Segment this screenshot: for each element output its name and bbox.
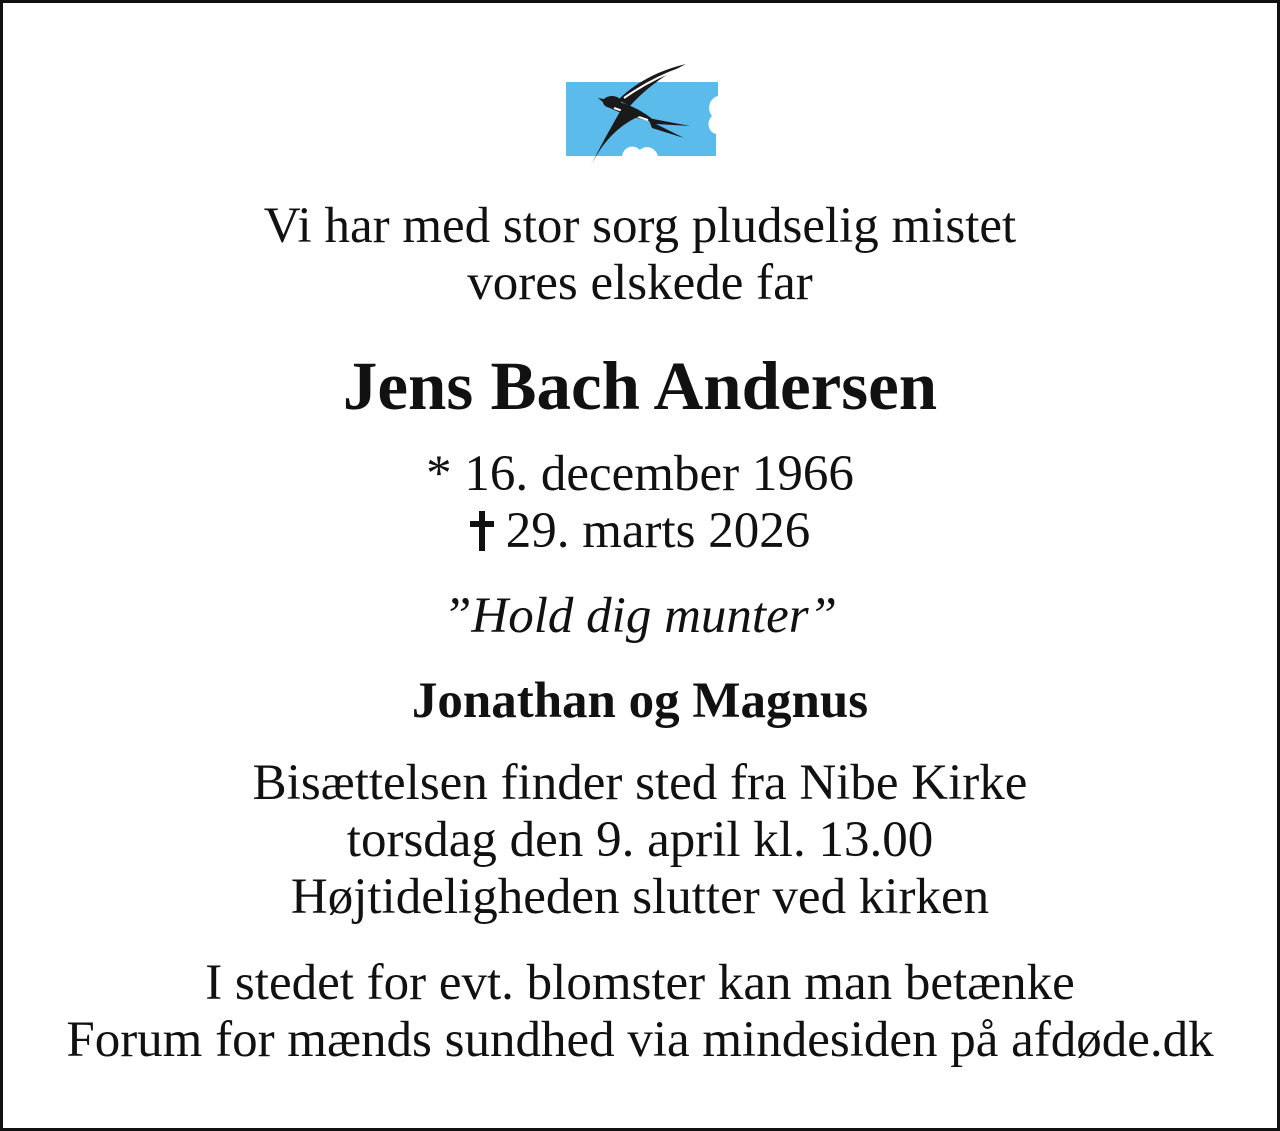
donation-info [0,955,1280,1069]
birth-date: 16. december 1966 [464,446,854,502]
funeral-info [0,755,1280,926]
swallow-icon [560,62,722,170]
death-date: 29. marts 2026 [505,503,811,559]
donation-line-2: Forum for mænds sundhed via mindesiden på afdøde.dk [66,1012,1214,1068]
signers: Jonathan og Magnus [411,673,869,729]
birth-star: * [426,446,452,502]
funeral-line-1: Bisættelsen finder sted fra Nibe Kirke [252,755,1028,811]
intro-line-1: Vi har med stor sorg pludselig mistet [263,198,1017,254]
funeral-line-2: torsdag den 9. april kl. 13.00 [346,812,934,868]
death-line [0,503,1280,560]
donation-line-1: I stedet for evt. blomster kan man betænke [205,955,1075,1011]
deceased-name: Jens Bach Andersen [342,348,938,424]
birth-line [0,446,1280,503]
intro-line-2: vores elskede far [467,255,813,311]
intro-text [0,198,1280,312]
funeral-line-3: Højtideligheden slutter ved kirken [290,869,990,925]
cross-icon [470,511,494,551]
memorial-quote: ”Hold dig munter” [443,588,837,644]
life-dates [0,446,1280,560]
